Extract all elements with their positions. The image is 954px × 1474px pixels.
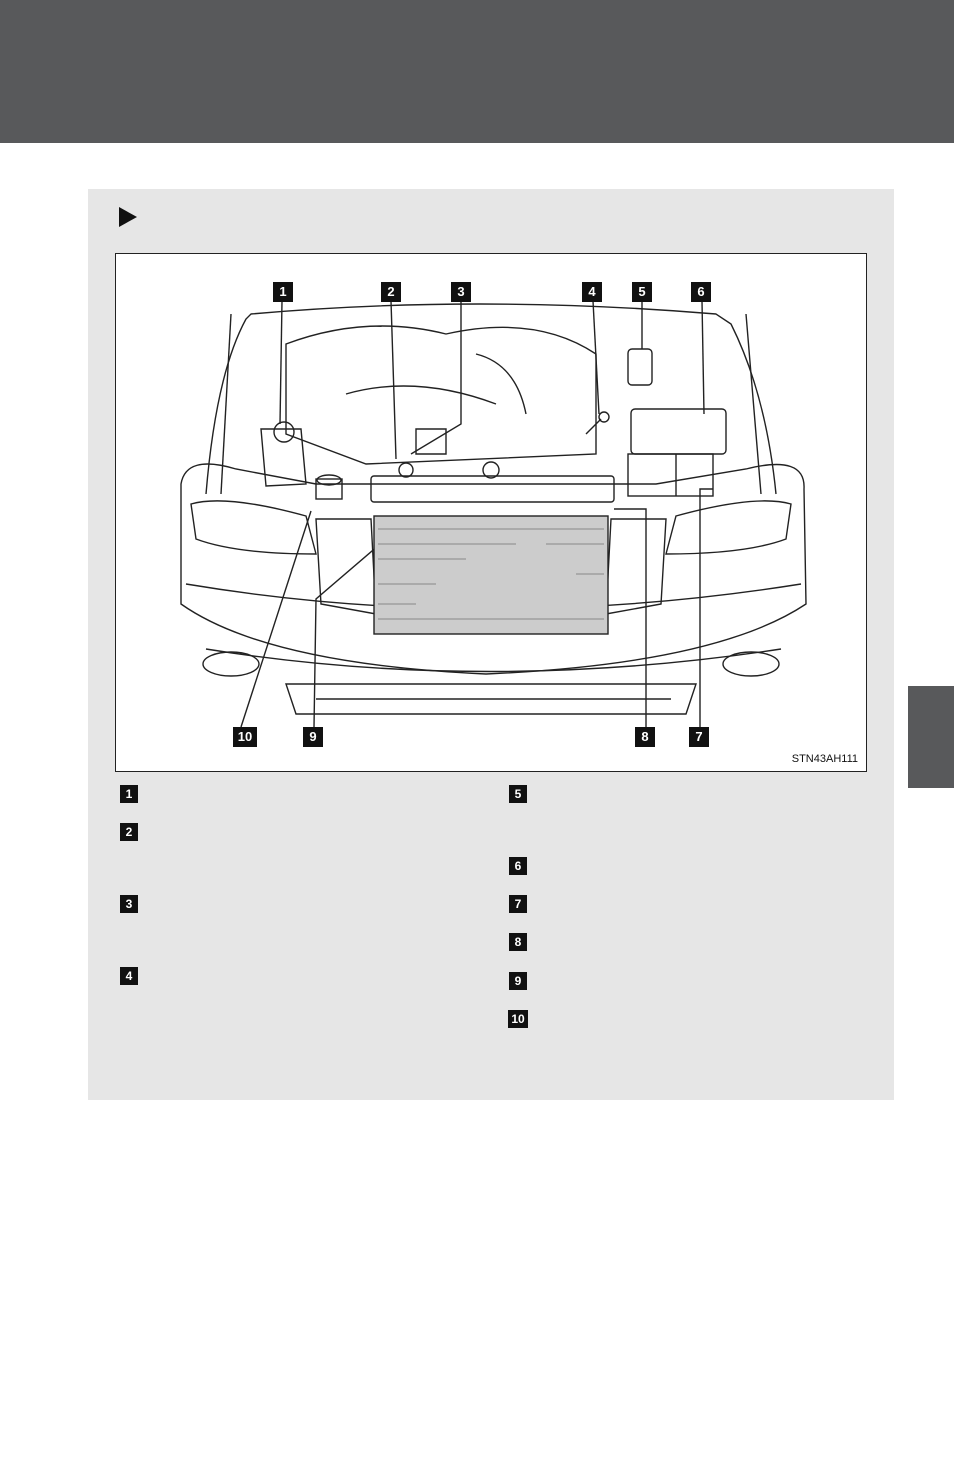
- callout-1: 1: [273, 282, 293, 302]
- callout-4: 4: [582, 282, 602, 302]
- legend-badge-7: 7: [509, 895, 527, 913]
- legend-badge-9: 9: [509, 972, 527, 990]
- callout-8: 8: [635, 727, 655, 747]
- legend-badge-6: 6: [509, 857, 527, 875]
- engine-compartment-figure: [115, 253, 867, 772]
- legend-badge-4: 4: [120, 967, 138, 985]
- section-arrow-icon: [119, 207, 137, 227]
- callout-2: 2: [381, 282, 401, 302]
- legend-badge-1: 1: [120, 785, 138, 803]
- legend-badge-2: 2: [120, 823, 138, 841]
- legend-badge-3: 3: [120, 895, 138, 913]
- callout-6: 6: [691, 282, 711, 302]
- callout-10: 10: [233, 727, 257, 747]
- engine-illustration: [116, 254, 866, 771]
- callout-9: 9: [303, 727, 323, 747]
- legend-badge-10: 10: [508, 1010, 528, 1028]
- header-bar: [0, 0, 954, 143]
- legend-badge-8: 8: [509, 933, 527, 951]
- legend-badge-5: 5: [509, 785, 527, 803]
- callout-3: 3: [451, 282, 471, 302]
- figure-code: STN43AH111: [791, 753, 858, 765]
- callout-5: 5: [632, 282, 652, 302]
- callout-7: 7: [689, 727, 709, 747]
- section-tab: [908, 686, 954, 788]
